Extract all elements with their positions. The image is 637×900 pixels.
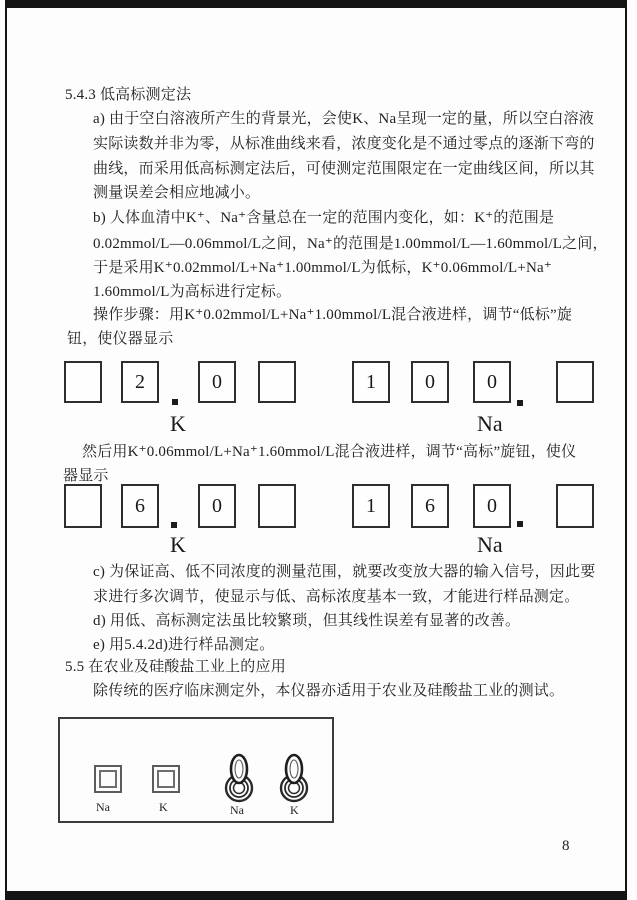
decimal-point <box>517 400 523 406</box>
para-a-line: 测量误差会相应地减小。 <box>93 185 261 201</box>
na-button[interactable] <box>94 765 122 793</box>
k-button-face <box>157 770 175 788</box>
para-c-line: c) 为保证高、低不同浓度的测量范围，就要改变放大器的输入信号，因此要 <box>93 564 596 580</box>
k-button-label: K <box>159 800 168 814</box>
page-number: 8 <box>562 838 570 854</box>
decimal-point <box>172 399 178 405</box>
para-e-line: e) 用5.4.2d)进行样品测定。 <box>93 637 275 653</box>
na-knob-label: Na <box>230 803 244 817</box>
display-digit-box: 6 <box>411 484 449 528</box>
k-knob-label: K <box>290 803 299 817</box>
display-digit-box: 0 <box>473 361 511 403</box>
display-digit-box: 2 <box>121 361 159 403</box>
display-digit-box: 1 <box>352 361 390 403</box>
display-digit-box: 6 <box>121 484 159 528</box>
display-digit-box <box>258 484 296 528</box>
display-digit-box: 0 <box>198 484 236 528</box>
display-digit-box: 0 <box>198 361 236 403</box>
para-a-line: 实际读数并非为零，从标准曲线来看，浓度变化是不通过零点的逐渐下弯的 <box>93 136 595 152</box>
display-digit-box <box>556 361 594 403</box>
para-d-line: d) 用低、高标测定法虽比较繁琐，但其线性误差有显著的改善。 <box>93 613 521 629</box>
display-digit-box <box>258 361 296 403</box>
k-knob-icon[interactable] <box>274 751 314 809</box>
na-knob-icon[interactable] <box>219 751 259 809</box>
display-label-k: K <box>170 411 186 436</box>
decimal-point <box>171 522 177 528</box>
para-b-line: 0.02mmol/L—0.06mmol/L之间，Na⁺的范围是1.00mmol/L—1.60mmol/L之间， <box>93 236 608 252</box>
section-heading-543: 5.4.3 低高标测定法 <box>65 87 192 103</box>
para-a-line: a) 由于空白溶液所产生的背景光，会使K、Na呈现一定的量，所以空白溶液 <box>93 111 594 127</box>
na-button-label: Na <box>96 800 110 814</box>
para-b-line: 1.60mmol/L为高标进行定标。 <box>93 284 292 300</box>
display-label-k: K <box>170 532 186 557</box>
display-digit-box: 0 <box>411 361 449 403</box>
section-heading-55: 5.5 在农业及硅酸盐工业上的应用 <box>65 659 286 675</box>
para-operation-line: 操作步骤：用K⁺0.02mmol/L+Na⁺1.00mmol/L混合液进样，调节“低标”旋 <box>93 307 573 323</box>
display-digit-box <box>556 484 594 528</box>
display-label-na: Na <box>477 532 503 557</box>
para-b-line: 于是采用K⁺0.02mmol/L+Na⁺1.00mmol/L为低标，K⁺0.06mmol/L+Na⁺ <box>93 260 552 276</box>
instrument-panel-diagram <box>58 717 334 823</box>
para-then-line: 器显示 <box>63 468 109 484</box>
display-digit-box <box>64 484 102 528</box>
k-button[interactable] <box>152 765 180 793</box>
para-b-line: b) 人体血清中K⁺、Na⁺含量总在一定的范围内变化，如：K⁺的范围是 <box>93 210 555 226</box>
para-a-line: 曲线，而采用低高标测定法后，可使测定范围限定在一定曲线区间，所以其 <box>93 161 595 177</box>
na-button-face <box>99 770 117 788</box>
display-digit-box: 1 <box>352 484 390 528</box>
display-digit-box <box>64 361 102 403</box>
display-label-na: Na <box>477 411 503 436</box>
para-c-line: 求进行多次调节，使显示与低、高标浓度基本一致，才能进行样品测定。 <box>93 589 580 605</box>
display-digit-box: 0 <box>473 484 511 528</box>
para-55-line: 除传统的医疗临床测定外，本仪器亦适用于农业及硅酸盐工业的测试。 <box>93 683 565 699</box>
para-operation-line: 钮，使仪器显示 <box>67 331 174 347</box>
para-then-line: 然后用K⁺0.06mmol/L+Na⁺1.60mmol/L混合液进样，调节“高标”旋钮，使仪 <box>82 444 577 460</box>
decimal-point <box>517 521 523 527</box>
